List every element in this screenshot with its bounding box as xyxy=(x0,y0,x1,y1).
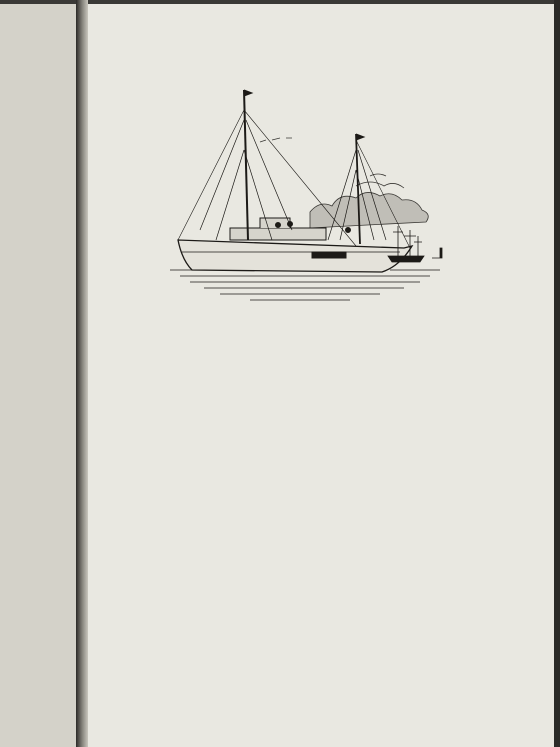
left-page xyxy=(0,4,76,747)
water-hatching xyxy=(170,270,440,300)
right-page xyxy=(88,4,554,747)
page-edge-shadow xyxy=(554,0,560,747)
distant-sailing-ships xyxy=(388,226,442,262)
sailing-ship-illustration xyxy=(160,80,452,312)
book-gutter xyxy=(76,0,88,747)
ship-hull xyxy=(178,240,412,272)
